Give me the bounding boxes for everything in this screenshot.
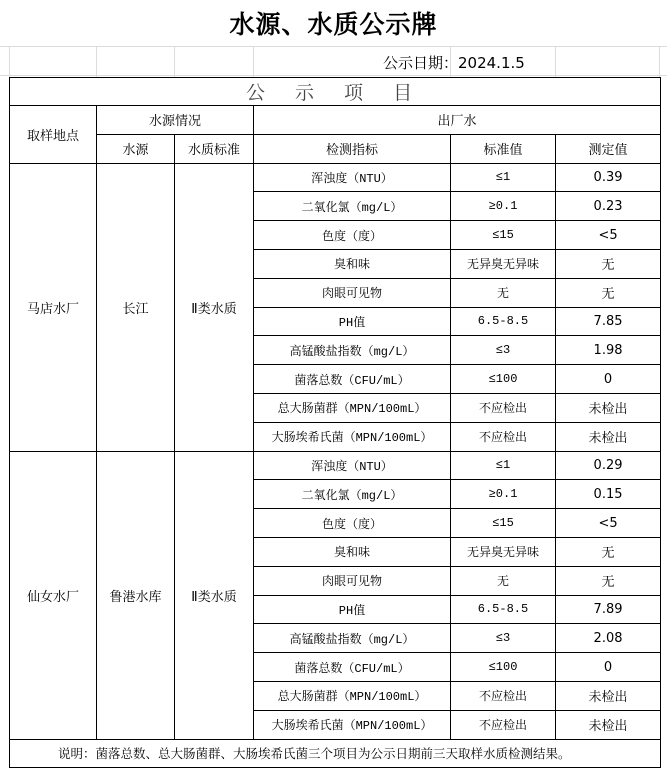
- indicator-cell: 色度（度）: [254, 221, 451, 250]
- standard-value-cell: ≤100: [451, 653, 556, 682]
- note-text: 说明：菌落总数、总大肠菌群、大肠埃希氏菌三个项目为公示日期前三天取样水质检测结果。: [10, 739, 661, 768]
- measured-value-cell: 未检出: [556, 710, 661, 739]
- standard-value-cell: 无: [451, 278, 556, 307]
- page-title: 水源、水质公示牌: [229, 10, 438, 39]
- standard-value-cell: 不应检出: [451, 422, 556, 451]
- standard-value-cell: ≤15: [451, 221, 556, 250]
- indicator-cell: 高锰酸盐指数（mg/L）: [254, 624, 451, 653]
- plant-site: 马店水厂: [10, 163, 97, 451]
- indicator-cell: 高锰酸盐指数（mg/L）: [254, 336, 451, 365]
- measured-value-cell: 未检出: [556, 681, 661, 710]
- table-row: [10, 451, 661, 480]
- indicator-cell: 色度（度）: [254, 509, 451, 538]
- header-quality-standard: 水质标准: [175, 134, 254, 163]
- table-row: [10, 163, 661, 192]
- measured-value-cell: 0.15: [556, 480, 661, 509]
- measured-value-cell: 无: [556, 249, 661, 278]
- indicator-cell: 浑浊度（NTU）: [254, 163, 451, 192]
- standard-value-cell: ≤1: [451, 451, 556, 480]
- indicator-cell: 大肠埃希氏菌（MPN/100mL）: [254, 422, 451, 451]
- indicator-cell: 臭和味: [254, 537, 451, 566]
- measured-value-cell: <5: [556, 509, 661, 538]
- indicator-cell: 菌落总数（CFU/mL）: [254, 653, 451, 682]
- header-row-1: [10, 106, 661, 135]
- header-site: 取样地点: [10, 106, 97, 164]
- standard-value-cell: ≤15: [451, 509, 556, 538]
- indicator-cell: 总大肠菌群（MPN/100mL）: [254, 393, 451, 422]
- indicator-cell: 肉眼可见物: [254, 566, 451, 595]
- measured-value-cell: 1.98: [556, 336, 661, 365]
- standard-value-cell: 6.5-8.5: [451, 307, 556, 336]
- standard-value-cell: 6.5-8.5: [451, 595, 556, 624]
- indicator-cell: 二氧化氯（mg/L）: [254, 480, 451, 509]
- standard-value-cell: 不应检出: [451, 681, 556, 710]
- standard-value-cell: ≥0.1: [451, 480, 556, 509]
- header-measured-value: 测定值: [556, 134, 661, 163]
- plant-quality-standard: Ⅱ类水质: [175, 451, 254, 739]
- section-title: 公 示 项 目: [10, 78, 661, 106]
- measured-value-cell: 0: [556, 653, 661, 682]
- measured-value-cell: 无: [556, 537, 661, 566]
- standard-value-cell: 无异臭无异味: [451, 537, 556, 566]
- standard-value-cell: ≤1: [451, 163, 556, 192]
- indicator-cell: 浑浊度（NTU）: [254, 451, 451, 480]
- standard-value-cell: ≤3: [451, 624, 556, 653]
- publish-date: 公示日期：2024.1.5: [383, 54, 525, 72]
- indicator-cell: 总大肠菌群（MPN/100mL）: [254, 681, 451, 710]
- plant-quality-standard: Ⅱ类水质: [175, 163, 254, 451]
- header-source: 水源: [97, 134, 175, 163]
- standard-value-cell: 不应检出: [451, 393, 556, 422]
- plant-water-source: 长江: [97, 163, 175, 451]
- header-water-source-info: 水源情况: [97, 106, 254, 135]
- measured-value-cell: 未检出: [556, 422, 661, 451]
- measured-value-cell: 0.23: [556, 192, 661, 221]
- plant-site: 仙女水厂: [10, 451, 97, 739]
- section-title-row: [10, 78, 661, 106]
- indicator-cell: 臭和味: [254, 249, 451, 278]
- indicator-cell: 二氧化氯（mg/L）: [254, 192, 451, 221]
- grid-line: [174, 46, 175, 77]
- standard-value-cell: 无: [451, 566, 556, 595]
- standard-value-cell: ≤3: [451, 336, 556, 365]
- standard-value-cell: ≤100: [451, 365, 556, 394]
- indicator-cell: PH值: [254, 307, 451, 336]
- standard-value-cell: ≥0.1: [451, 192, 556, 221]
- measured-value-cell: 0: [556, 365, 661, 394]
- indicator-cell: 菌落总数（CFU/mL）: [254, 365, 451, 394]
- indicator-cell: 大肠埃希氏菌（MPN/100mL）: [254, 710, 451, 739]
- measured-value-cell: 2.08: [556, 624, 661, 653]
- header-indicator: 检测指标: [254, 134, 451, 163]
- grid-line: [0, 75, 667, 76]
- measured-value-cell: 无: [556, 566, 661, 595]
- measured-value-cell: 无: [556, 278, 661, 307]
- header-standard-value: 标准值: [451, 134, 556, 163]
- measured-value-cell: 7.85: [556, 307, 661, 336]
- measured-value-cell: 7.89: [556, 595, 661, 624]
- header-row-2: [10, 134, 661, 163]
- measured-value-cell: <5: [556, 221, 661, 250]
- grid-line: [96, 46, 97, 77]
- grid-line: [0, 46, 667, 47]
- plant-water-source: 鲁港水库: [97, 451, 175, 739]
- water-quality-table: [9, 77, 661, 768]
- indicator-cell: 肉眼可见物: [254, 278, 451, 307]
- measured-value-cell: 未检出: [556, 393, 661, 422]
- standard-value-cell: 无异臭无异味: [451, 249, 556, 278]
- header-outlet-water: 出厂水: [254, 106, 661, 135]
- grid-line: [9, 46, 10, 77]
- indicator-cell: PH值: [254, 595, 451, 624]
- standard-value-cell: 不应检出: [451, 710, 556, 739]
- grid-line: [659, 46, 660, 77]
- measured-value-cell: 0.39: [556, 163, 661, 192]
- grid-line: [555, 46, 556, 77]
- note-row: [10, 739, 661, 768]
- grid-line: [253, 46, 254, 77]
- measured-value-cell: 0.29: [556, 451, 661, 480]
